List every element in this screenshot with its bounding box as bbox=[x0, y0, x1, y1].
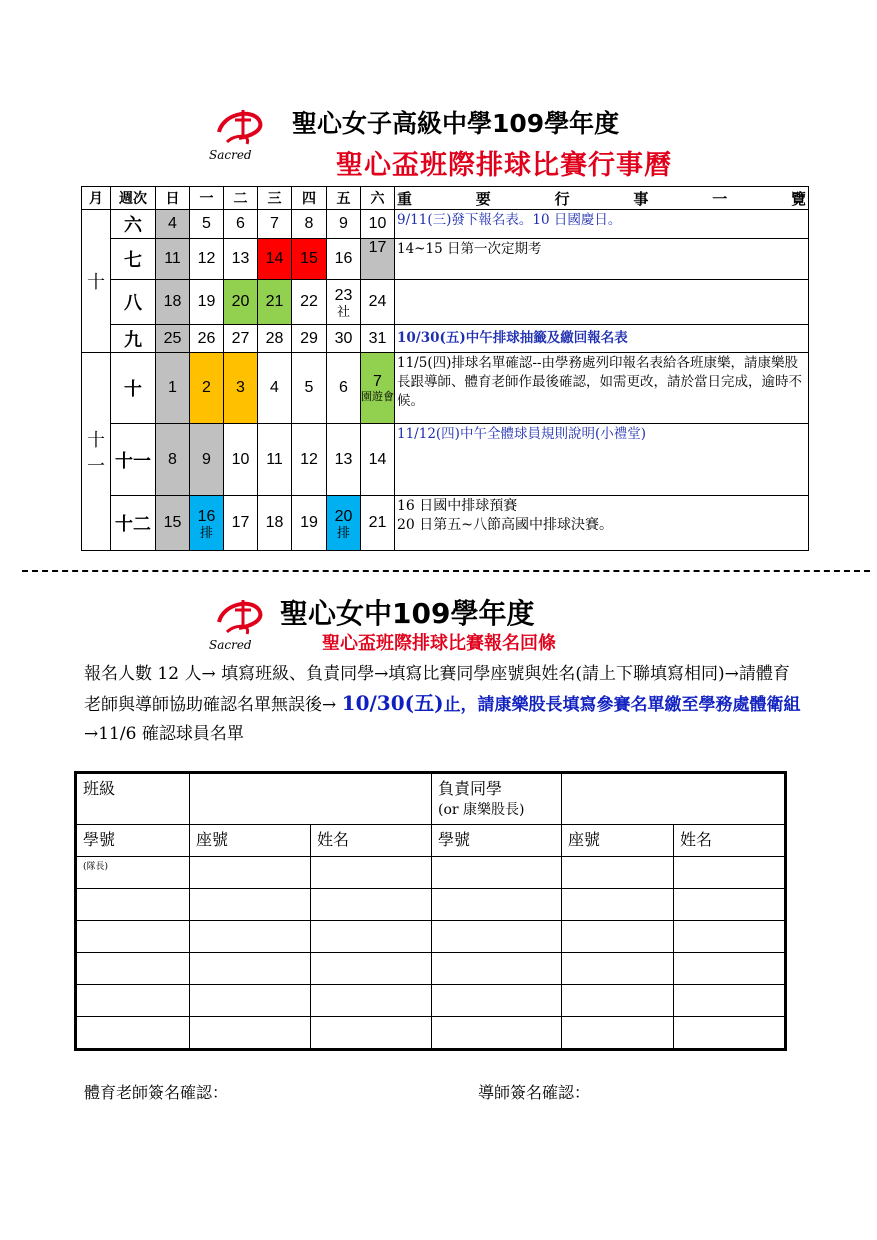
day-cell-with-note bbox=[327, 280, 361, 325]
event-text-empty bbox=[395, 280, 809, 325]
day-cell: 13 bbox=[224, 239, 258, 280]
month-nov: 十一 bbox=[82, 353, 111, 551]
deadline-date: 10/30(五) bbox=[341, 691, 444, 715]
day-cell: 11 bbox=[156, 239, 190, 280]
col-header-seat-no: 座號 bbox=[562, 825, 674, 857]
header-events-char: 行 bbox=[554, 189, 570, 208]
input-cell[interactable] bbox=[311, 953, 432, 985]
day-cell-exam: 15 bbox=[292, 239, 327, 280]
day-note: 園遊會 bbox=[361, 390, 394, 403]
input-cell[interactable] bbox=[562, 985, 674, 1017]
day-cell: 15 bbox=[156, 496, 190, 551]
day-cell-with-note bbox=[190, 496, 224, 551]
week-number: 十一 bbox=[111, 424, 156, 496]
day-cell: 4 bbox=[156, 210, 190, 239]
registration-table bbox=[74, 771, 787, 1051]
class-label: 班級 bbox=[76, 773, 190, 825]
input-cell[interactable] bbox=[432, 985, 562, 1017]
header-events bbox=[395, 187, 809, 210]
input-cell[interactable] bbox=[190, 857, 311, 889]
day-cell: 19 bbox=[190, 280, 224, 325]
day-cell: 7 bbox=[258, 210, 292, 239]
day-note: 社 bbox=[336, 303, 350, 319]
header-day-fri: 五 bbox=[327, 187, 361, 210]
input-cell[interactable] bbox=[432, 953, 562, 985]
day-cell: 16 bbox=[327, 239, 361, 280]
day-cell: 10 bbox=[361, 210, 395, 239]
day-cell: 19 bbox=[292, 496, 327, 551]
day-cell: 6 bbox=[327, 353, 361, 424]
event-text: 9/11(三)發下報名表。10 日國慶日。 bbox=[395, 210, 809, 239]
header-day-sat: 六 bbox=[361, 187, 395, 210]
input-cell[interactable] bbox=[311, 921, 432, 953]
day-note: 排 bbox=[199, 524, 213, 540]
event-text: 11/5(四)排球名單確認--由學務處列印報名表給各班康樂，請康樂股長跟導師、體育老師作最後確認，如需更改，請於當日完成，逾時不候。 bbox=[395, 353, 809, 424]
day-cell-highlight: 3 bbox=[224, 353, 258, 424]
header-month: 月 bbox=[82, 187, 111, 210]
day-cell: 31 bbox=[361, 325, 395, 353]
day-cell-exam: 14 bbox=[258, 239, 292, 280]
input-cell[interactable] bbox=[432, 1017, 562, 1050]
header-day-mon: 一 bbox=[190, 187, 224, 210]
header-events-char: 重 bbox=[397, 189, 413, 208]
input-cell[interactable] bbox=[674, 857, 786, 889]
day-number: 23 bbox=[334, 286, 353, 304]
day-cell: 6 bbox=[224, 210, 258, 239]
input-cell[interactable] bbox=[562, 889, 674, 921]
day-cell: 11 bbox=[258, 424, 292, 496]
input-cell[interactable] bbox=[190, 985, 311, 1017]
event-cell bbox=[395, 496, 809, 551]
day-cell: 4 bbox=[258, 353, 292, 424]
month-oct: 十 bbox=[82, 210, 111, 353]
input-cell[interactable] bbox=[674, 953, 786, 985]
event-text: 11/12(四)中午全體球員規則說明(小禮堂) bbox=[395, 424, 809, 496]
week-number: 十 bbox=[111, 353, 156, 424]
homeroom-teacher-signature-label: 導師簽名確認： bbox=[478, 1083, 591, 1102]
input-cell[interactable] bbox=[562, 953, 674, 985]
input-cell[interactable] bbox=[311, 889, 432, 921]
input-cell[interactable] bbox=[76, 889, 190, 921]
day-cell: 24 bbox=[361, 280, 395, 325]
day-cell: 8 bbox=[292, 210, 327, 239]
day-cell-with-note bbox=[361, 353, 395, 424]
class-input[interactable] bbox=[190, 773, 432, 825]
input-cell[interactable] bbox=[432, 889, 562, 921]
day-note: 排 bbox=[336, 524, 350, 540]
school-logo-top bbox=[205, 104, 269, 166]
school-logo-bottom bbox=[205, 594, 269, 656]
header-day-wed: 三 bbox=[258, 187, 292, 210]
registration-instructions bbox=[84, 660, 804, 749]
input-cell[interactable] bbox=[562, 857, 674, 889]
week-number: 十二 bbox=[111, 496, 156, 551]
col-header-name: 姓名 bbox=[311, 825, 432, 857]
day-cell: 17 bbox=[361, 239, 395, 280]
day-cell: 12 bbox=[292, 424, 327, 496]
input-cell[interactable] bbox=[311, 985, 432, 1017]
event-text: 16 日國中排球預賽 bbox=[397, 498, 518, 514]
day-cell-with-note bbox=[327, 496, 361, 551]
day-cell-highlight: 21 bbox=[258, 280, 292, 325]
day-cell: 26 bbox=[190, 325, 224, 353]
day-cell: 10 bbox=[224, 424, 258, 496]
week-number: 九 bbox=[111, 325, 156, 353]
input-cell[interactable] bbox=[76, 985, 190, 1017]
event-calendar-table bbox=[81, 186, 809, 551]
day-cell-highlight: 20 bbox=[224, 280, 258, 325]
input-cell[interactable] bbox=[76, 921, 190, 953]
calendar-subtitle: 聖心盃班際排球比賽行事曆 bbox=[336, 150, 672, 181]
header-events-char: 事 bbox=[633, 189, 649, 208]
col-header-student-id: 學號 bbox=[432, 825, 562, 857]
day-cell: 29 bbox=[292, 325, 327, 353]
instruction-text: 報名人數 12 人→ 填寫班級、負責同學→填寫比賽同學座號與姓名(請上下聯填寫相同)→請體育老師與導師協助確認名單無誤後→ bbox=[84, 664, 790, 715]
col-header-seat-no: 座號 bbox=[190, 825, 311, 857]
col-header-name: 姓名 bbox=[674, 825, 786, 857]
header-day-thu: 四 bbox=[292, 187, 327, 210]
input-cell[interactable] bbox=[76, 1017, 190, 1050]
header-events-char: 覽 bbox=[790, 189, 806, 208]
day-cell: 12 bbox=[190, 239, 224, 280]
input-cell[interactable] bbox=[311, 1017, 432, 1050]
day-cell: 25 bbox=[156, 325, 190, 353]
input-cell[interactable] bbox=[190, 953, 311, 985]
leader-label-line2: (or 康樂股長) bbox=[438, 802, 525, 818]
captain-row-cell[interactable]: (隊長) bbox=[76, 857, 190, 889]
input-cell[interactable] bbox=[190, 1017, 311, 1050]
day-cell: 27 bbox=[224, 325, 258, 353]
input-cell[interactable] bbox=[674, 921, 786, 953]
deadline-text: 止，請康樂股長填寫參賽名單繳至學務處體衛組 bbox=[443, 695, 801, 715]
input-cell[interactable] bbox=[674, 1017, 786, 1050]
week-number: 八 bbox=[111, 280, 156, 325]
event-text: 20 日第五~八節高國中排球決賽。 bbox=[397, 517, 613, 533]
day-number: 7 bbox=[373, 372, 382, 390]
day-cell: 1 bbox=[156, 353, 190, 424]
input-cell[interactable] bbox=[311, 857, 432, 889]
input-cell[interactable] bbox=[562, 1017, 674, 1050]
logo-text: Sacred bbox=[209, 638, 252, 652]
leader-input[interactable] bbox=[562, 773, 786, 825]
day-cell: 18 bbox=[156, 280, 190, 325]
instruction-text: →11/6 確認球員名單 bbox=[84, 724, 244, 744]
leader-label bbox=[432, 773, 562, 825]
header-events-char: 一 bbox=[712, 189, 728, 208]
day-number: 16 bbox=[197, 507, 216, 525]
input-cell[interactable] bbox=[432, 857, 562, 889]
leader-label-line1: 負責同學 bbox=[438, 779, 503, 798]
day-cell: 28 bbox=[258, 325, 292, 353]
day-cell-highlight: 2 bbox=[190, 353, 224, 424]
day-cell: 8 bbox=[156, 424, 190, 496]
input-cell[interactable] bbox=[674, 985, 786, 1017]
input-cell[interactable] bbox=[190, 921, 311, 953]
header-events-char: 要 bbox=[475, 189, 491, 208]
form-subtitle: 聖心盃班際排球比賽報名回條 bbox=[322, 633, 556, 654]
header-day-tue: 二 bbox=[224, 187, 258, 210]
day-number: 20 bbox=[334, 507, 353, 525]
week-number: 七 bbox=[111, 239, 156, 280]
input-cell[interactable] bbox=[674, 889, 786, 921]
event-text: 14~15 日第一次定期考 bbox=[395, 239, 809, 280]
input-cell[interactable] bbox=[432, 921, 562, 953]
day-cell: 22 bbox=[292, 280, 327, 325]
day-cell: 18 bbox=[258, 496, 292, 551]
day-cell: 9 bbox=[190, 424, 224, 496]
input-cell[interactable] bbox=[562, 921, 674, 953]
form-title: 聖心女中109學年度 bbox=[280, 597, 535, 630]
day-cell: 17 bbox=[224, 496, 258, 551]
input-cell[interactable] bbox=[190, 889, 311, 921]
header-day-sun: 日 bbox=[156, 187, 190, 210]
input-cell[interactable] bbox=[76, 953, 190, 985]
pe-teacher-signature-label: 體育老師簽名確認： bbox=[84, 1083, 229, 1102]
cut-line bbox=[22, 570, 870, 572]
day-cell: 30 bbox=[327, 325, 361, 353]
day-cell: 14 bbox=[361, 424, 395, 496]
day-cell: 9 bbox=[327, 210, 361, 239]
header-week: 週次 bbox=[111, 187, 156, 210]
day-cell: 5 bbox=[292, 353, 327, 424]
day-cell: 21 bbox=[361, 496, 395, 551]
day-cell: 5 bbox=[190, 210, 224, 239]
logo-text: Sacred bbox=[209, 148, 252, 162]
col-header-student-id: 學號 bbox=[76, 825, 190, 857]
calendar-title: 聖心女子高級中學109學年度 bbox=[292, 109, 620, 138]
day-cell: 13 bbox=[327, 424, 361, 496]
week-number: 六 bbox=[111, 210, 156, 239]
event-text: 10/30(五)中午排球抽籤及繳回報名表 bbox=[395, 325, 809, 353]
